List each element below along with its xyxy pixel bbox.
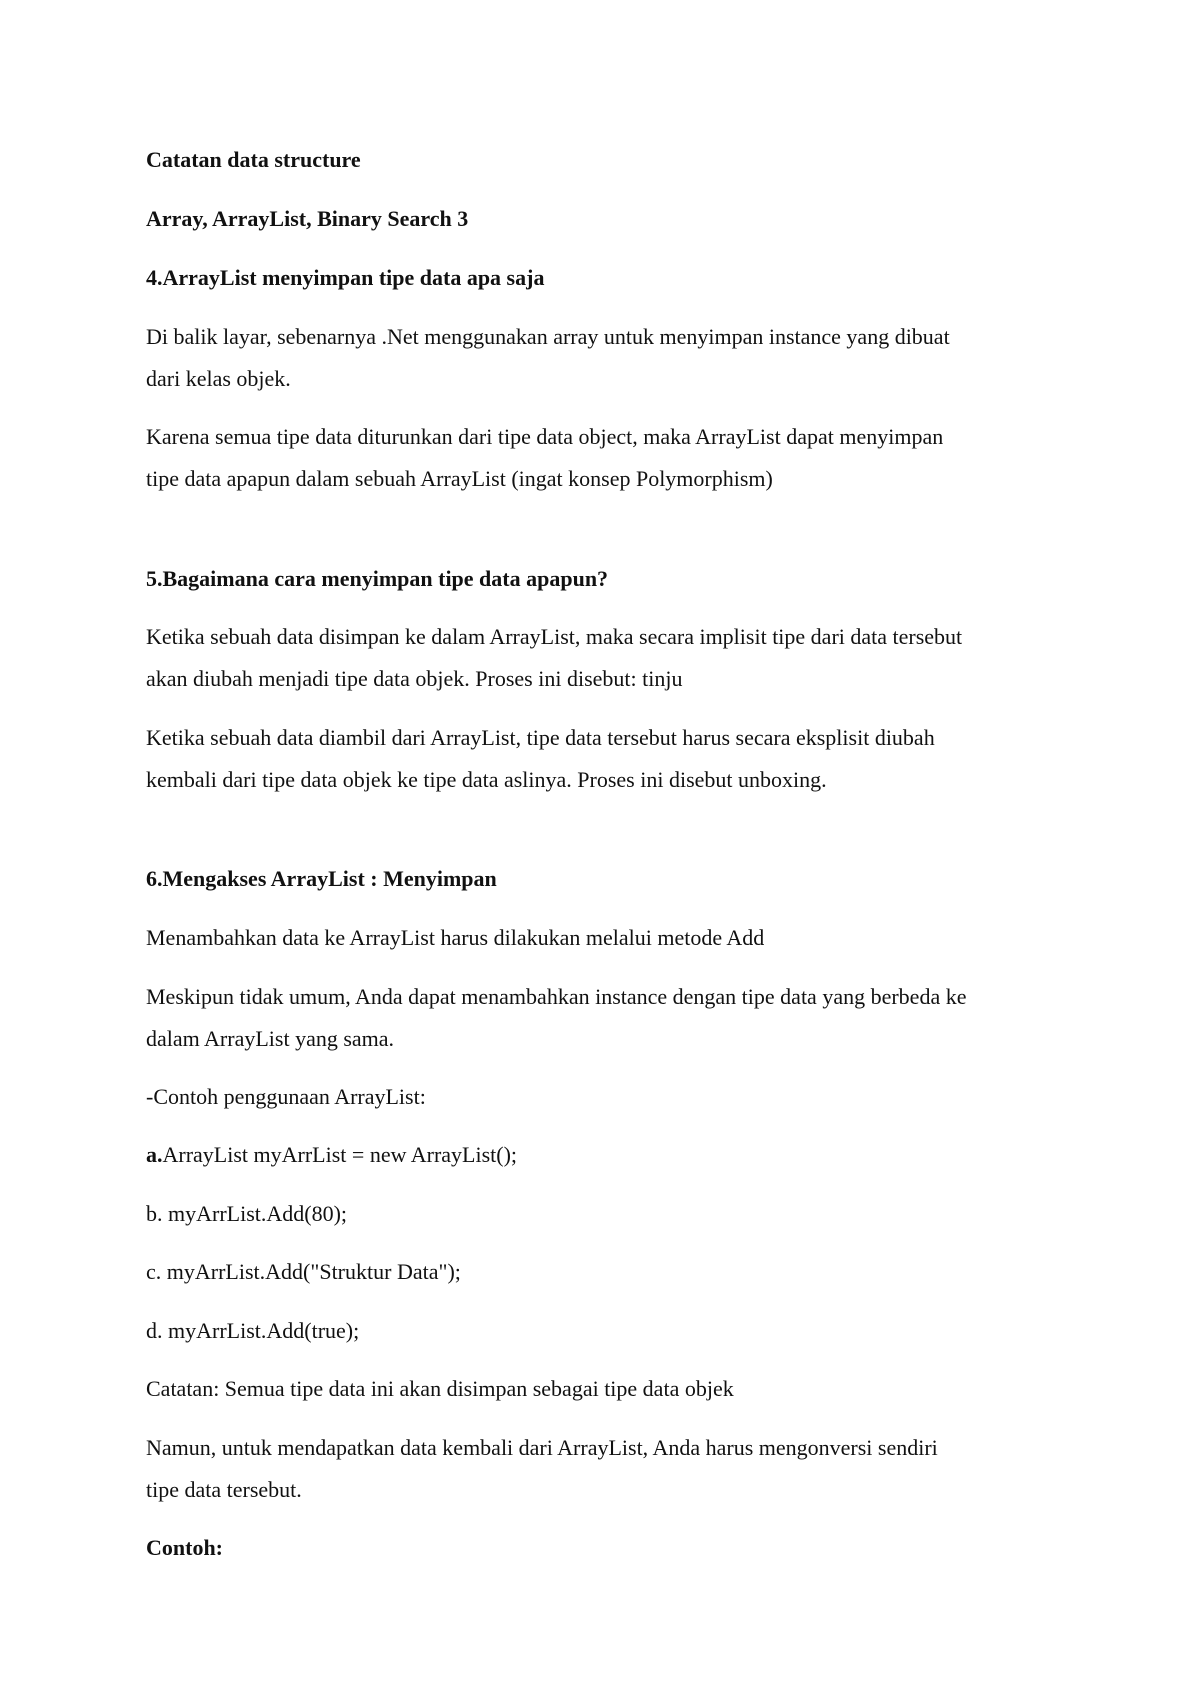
section-4-paragraph-1-line-1: Di balik layar, sebenarnya .Net menggunakan array untuk menyimpan instance yang dibuat <box>146 324 950 349</box>
code-line-c: c. myArrList.Add("Struktur Data"); <box>146 1259 461 1284</box>
section-5-heading: 5.Bagaimana cara menyimpan tipe data apapun? <box>146 566 609 591</box>
section-5-paragraph-1-line-1: Ketika sebuah data disimpan ke dalam ArrayList, maka secara implisit tipe dari data tersebut <box>146 624 963 649</box>
section-6-paragraph-1: Menambahkan data ke ArrayList harus dilakukan melalui metode Add <box>146 925 765 950</box>
section-6-heading: 6.Mengakses ArrayList : Menyimpan <box>146 866 497 891</box>
code-line-b: b. myArrList.Add(80); <box>146 1201 348 1226</box>
example-intro: -Contoh penggunaan ArrayList: <box>146 1084 426 1109</box>
section-6-paragraph-2-line-2: dalam ArrayList yang sama. <box>146 1026 395 1051</box>
section-4-paragraph-2-line-1: Karena semua tipe data diturunkan dari tipe data object, maka ArrayList dapat menyimpan <box>146 424 944 449</box>
example-label: Contoh: <box>146 1535 224 1560</box>
section-5-paragraph-1-line-2: akan diubah menjadi tipe data objek. Proses ini disebut: tinju <box>146 666 683 691</box>
code-line-a <box>146 1141 517 1169</box>
section-6-paragraph-3-line-1: Namun, untuk mendapatkan data kembali dari ArrayList, Anda harus mengonversi sendiri <box>146 1435 938 1460</box>
section-5-paragraph-2-line-1: Ketika sebuah data diambil dari ArrayList, tipe data tersebut harus secara eksplisit diubah <box>146 725 935 750</box>
code-line-a-label: a. <box>146 1142 163 1167</box>
code-line-d: d. myArrList.Add(true); <box>146 1318 360 1343</box>
section-5-paragraph-2-line-2: kembali dari tipe data objek ke tipe data aslinya. Proses ini disebut unboxing. <box>146 767 827 792</box>
note-paragraph: Catatan: Semua tipe data ini akan disimpan sebagai tipe data objek <box>146 1376 734 1401</box>
section-6-paragraph-3-line-2: tipe data tersebut. <box>146 1477 302 1502</box>
code-line-a-text: ArrayList myArrList = new ArrayList(); <box>162 1142 518 1167</box>
section-4-paragraph-1-line-2: dari kelas objek. <box>146 366 291 391</box>
section-4-paragraph-2-line-2: tipe data apapun dalam sebuah ArrayList (ingat konsep Polymorphism) <box>146 466 773 491</box>
document-subtitle: Array, ArrayList, Binary Search 3 <box>146 206 469 231</box>
document-title: Catatan data structure <box>146 147 361 172</box>
section-6-paragraph-2-line-1: Meskipun tidak umum, Anda dapat menambahkan instance dengan tipe data yang berbeda ke <box>146 984 967 1009</box>
section-4-heading: 4.ArrayList menyimpan tipe data apa saja <box>146 265 545 290</box>
